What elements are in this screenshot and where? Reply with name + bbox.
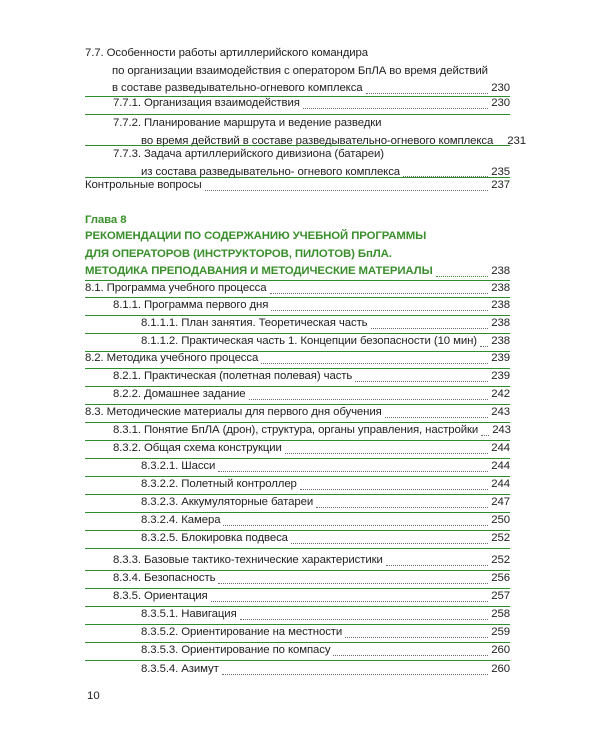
dot-leader xyxy=(480,346,488,347)
toc-page-number: 259 xyxy=(491,626,510,638)
chapter-title-line: ДЛЯ ОПЕРАТОРОВ (ИНСТРУКТОРОВ, ПИЛОТОВ) БпЛА. xyxy=(85,247,392,260)
toc-page-number: 238 xyxy=(491,265,510,278)
toc-entry-title: 8.1.1. Программа первого дня xyxy=(113,299,269,311)
toc-page-number: 231 xyxy=(507,134,526,147)
toc-entry-8-3-2[interactable] xyxy=(113,440,510,458)
toc-entry-title: 8.3.2.3. Аккумуляторные батареи xyxy=(141,496,314,508)
toc-entry-title: 8.3.2.2. Полетный контроллер xyxy=(141,478,297,490)
toc-chapter-8[interactable] xyxy=(85,228,510,281)
toc-page-number: 237 xyxy=(491,179,510,191)
toc-entry-8-2-2[interactable] xyxy=(113,386,510,404)
toc-entry-title-line: 7.7. Особенности работы артиллерийского командира xyxy=(85,47,369,59)
toc-entry-title: 8.3. Методические материалы для первого дня обучения xyxy=(85,406,382,418)
toc-entry-title: 8.1. Программа учебного процесса xyxy=(85,282,267,294)
toc-entry-8-3-5-3[interactable] xyxy=(141,642,510,660)
toc-entry-title: 8.1.1.1. План занятия. Теоретическая часть xyxy=(141,317,368,329)
toc-page-number: 244 xyxy=(491,478,510,490)
toc-entry-7-7-3[interactable] xyxy=(113,146,510,181)
dot-leader xyxy=(345,637,488,638)
toc-page-number: 239 xyxy=(491,370,510,382)
dot-leader xyxy=(223,525,488,526)
dot-leader xyxy=(271,310,488,311)
toc-entry-title: 8.3.5.4. Азимут xyxy=(141,663,219,675)
page-number: 10 xyxy=(87,690,100,702)
toc-entry-8-3-5-1[interactable] xyxy=(141,606,510,624)
dot-leader xyxy=(366,93,489,94)
toc-entry-title: 8.3.4. Безопасность xyxy=(113,572,216,584)
dot-leader xyxy=(211,601,489,602)
toc-page-number: 238 xyxy=(491,299,510,311)
toc-page-number: 238 xyxy=(491,317,510,329)
toc-entry-8-3[interactable] xyxy=(85,404,510,422)
toc-page-number: 238 xyxy=(491,335,510,347)
toc-entry-title: 8.3.2.1. Шасси xyxy=(141,460,216,472)
toc-entry-title-line: 7.7.3. Задача артиллерийского дивизиона (батареи) xyxy=(113,148,384,160)
toc-entry-title: 8.3.2.5. Блокировка подвеса xyxy=(141,532,288,544)
section-divider xyxy=(85,548,510,549)
toc-entry-8-3-2-4[interactable] xyxy=(141,512,510,530)
dot-leader xyxy=(285,453,488,454)
toc-page-number: 230 xyxy=(491,82,510,95)
dot-leader xyxy=(249,399,489,400)
dot-leader xyxy=(261,363,488,364)
toc-entry-title: 7.7.1. Организация взаимодействия xyxy=(113,97,300,109)
toc-entry-title: 8.2. Методика учебного процесса xyxy=(85,352,259,364)
toc-entry-8-1-1-1[interactable] xyxy=(141,315,510,333)
chapter-title-line: РЕКОМЕНДАЦИИ ПО СОДЕРЖАНИЮ УЧЕБНОЙ ПРОГРАММЫ xyxy=(85,230,427,242)
dot-leader xyxy=(481,435,489,436)
toc-page-number: 235 xyxy=(491,165,510,178)
dot-leader xyxy=(291,543,488,544)
dot-leader xyxy=(385,417,489,418)
toc-entry-title-line: 7.7.2. Планирование маршрута и ведение разведки xyxy=(113,117,382,129)
dot-leader xyxy=(218,583,488,584)
chapter-title: МЕТОДИКА ПРЕПОДАВАНИЯ И МЕТОДИЧЕСКИЕ МАТЕРИАЛЫ xyxy=(85,265,433,278)
toc-entry-8-2-1[interactable] xyxy=(113,368,510,386)
toc-entry-8-3-3[interactable] xyxy=(113,552,510,570)
toc-page-number: 247 xyxy=(491,496,510,508)
toc-page-number: 260 xyxy=(491,644,510,656)
toc-entry-8-3-5[interactable] xyxy=(113,588,510,606)
chapter-label: Глава 8 xyxy=(85,214,127,226)
toc-page-number: 252 xyxy=(491,532,510,544)
toc-entry-title: 8.1.1.2. Практическая часть 1. Концепции безопасности (10 мин) xyxy=(141,335,477,347)
toc-page-number: 244 xyxy=(491,442,510,454)
toc-entry-title: 8.3.5.2. Ориентирование на местности xyxy=(141,626,343,638)
toc-entry-title: 8.3.1. Понятие БпЛА (дрон), структура, органы управления, настройки xyxy=(113,424,479,436)
toc-page-number: 238 xyxy=(491,282,510,294)
toc-entry-title: 8.3.5.3. Ориентирование по компасу xyxy=(141,644,331,656)
toc-entry-8-3-2-5[interactable] xyxy=(141,530,510,548)
dot-leader xyxy=(355,381,488,382)
toc-entry-title: из состава разведывательно- огневого комплекса xyxy=(141,165,401,178)
toc-entry-8-3-5-4[interactable] xyxy=(141,661,510,679)
toc-entry-title: Контрольные вопросы xyxy=(85,179,202,191)
toc-entry-8-3-1[interactable] xyxy=(113,422,510,440)
toc-entry-title: 8.3.3. Базовые тактико-технические характеристики xyxy=(113,554,383,566)
dot-leader xyxy=(316,507,488,508)
toc-entry-8-1[interactable] xyxy=(85,280,510,298)
toc-page-number: 239 xyxy=(491,352,510,364)
toc-entry-8-1-1[interactable] xyxy=(113,297,510,315)
toc-entry-title: 8.3.2. Общая схема конструкции xyxy=(113,442,282,454)
toc-entry-review-questions[interactable] xyxy=(85,177,510,195)
toc-entry-title: во время действий в составе разведывательно-огневого комплекса xyxy=(141,134,494,147)
toc-entry-8-3-2-3[interactable] xyxy=(141,494,510,512)
dot-leader xyxy=(205,190,489,191)
dot-leader xyxy=(222,674,489,675)
toc-page-number: 257 xyxy=(491,590,510,602)
toc-entry-8-3-2-1[interactable] xyxy=(141,458,510,476)
toc-page-number: 244 xyxy=(491,460,510,472)
toc-entry-8-3-5-2[interactable] xyxy=(141,624,510,642)
toc-page-number: 243 xyxy=(491,406,510,418)
dot-leader xyxy=(333,655,488,656)
toc-page-number: 258 xyxy=(491,608,510,620)
toc-entry-title-line: по организации взаимодействия с оператором БпЛА во время действий xyxy=(112,64,488,77)
toc-entry-title: 8.3.5.1. Навигация xyxy=(141,608,237,620)
toc-page-number: 256 xyxy=(491,572,510,584)
dot-leader xyxy=(300,489,488,490)
toc-entry-7-7[interactable] xyxy=(85,45,510,98)
toc-entry-title: 8.2.1. Практическая (полетная полевая) часть xyxy=(113,370,353,382)
dot-leader xyxy=(386,565,489,566)
toc-entry-title: 8.2.2. Домашнее задание xyxy=(113,388,246,400)
toc-entry-8-3-4[interactable] xyxy=(113,570,510,588)
toc-entry-8-2[interactable] xyxy=(85,350,510,368)
toc-page-number: 230 xyxy=(491,97,510,109)
toc-page-number: 243 xyxy=(492,424,511,436)
dot-leader xyxy=(240,619,489,620)
dot-leader xyxy=(436,276,489,277)
dot-leader xyxy=(218,471,488,472)
toc-page-number: 252 xyxy=(491,554,510,566)
dot-leader xyxy=(270,293,489,294)
toc-entry-title: в составе разведывательно-огневого комплекса xyxy=(112,82,363,95)
toc-page-number: 260 xyxy=(491,663,510,675)
toc-page-number: 250 xyxy=(491,514,510,526)
dot-leader xyxy=(303,108,488,109)
toc-entry-8-3-2-2[interactable] xyxy=(141,476,510,494)
toc-entry-8-1-1-2[interactable] xyxy=(141,333,510,351)
toc-entry-title: 8.3.5. Ориентация xyxy=(113,590,208,602)
toc-entry-title: 8.3.2.4. Камера xyxy=(141,514,221,526)
toc-entry-7-7-1[interactable] xyxy=(113,95,510,113)
dot-leader xyxy=(371,328,489,329)
toc-page-number: 242 xyxy=(491,388,510,400)
